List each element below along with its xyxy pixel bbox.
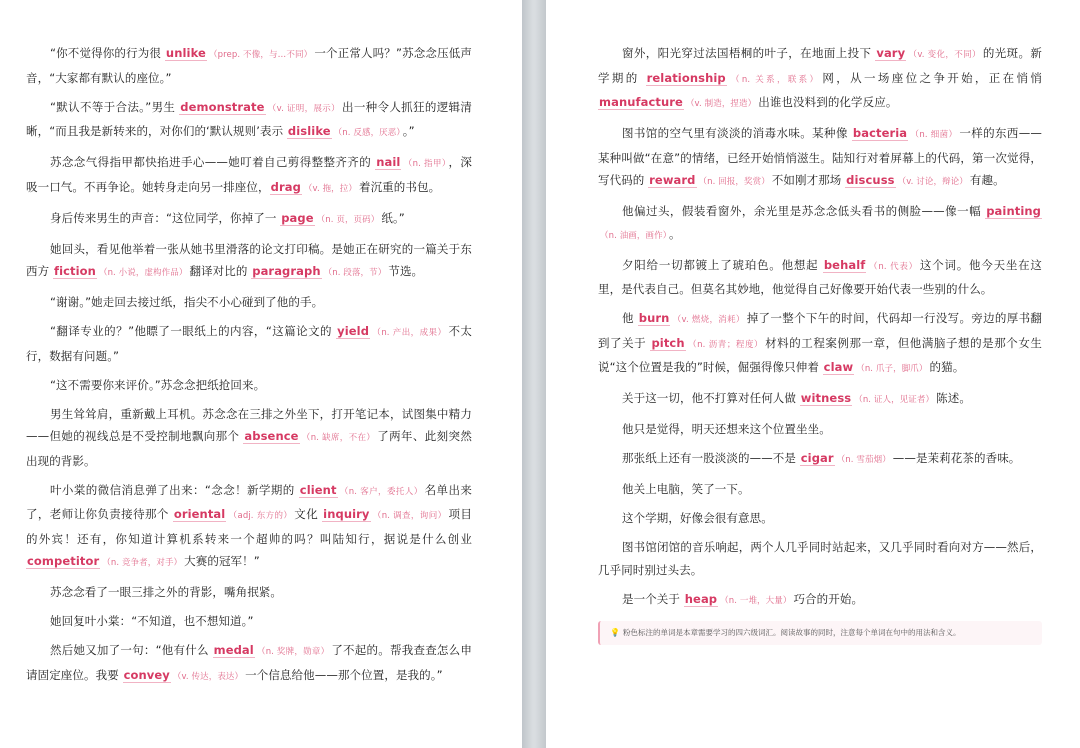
vocab-gloss: （n. 指甲） (403, 159, 447, 169)
paragraph-text: 图书馆闭馆的音乐响起，两个人几乎同时站起来，又几乎同时看向对方——然后，几乎同时别过头去。 (598, 540, 1042, 577)
vocab-word: inquiry (323, 507, 370, 521)
paragraph-text: 了两年、此刻突然出现的背影。 (26, 429, 472, 468)
vocab-word: burn (638, 311, 670, 325)
paragraph-text: 。 (669, 226, 681, 241)
vocab-gloss: （n. 爪子，脚爪） (856, 364, 928, 374)
paragraph (26, 479, 472, 575)
paragraph-text: 着沉重的书包。 (358, 179, 441, 194)
paragraph-text: 出一种令人抓狂的逻辑清晰，“而且我是新转来的，对你们的‘默认规则’表示 (26, 99, 472, 138)
paragraph-text: 陈述。 (936, 391, 971, 405)
paragraph (26, 207, 472, 232)
paragraph (26, 320, 472, 367)
paragraph (26, 151, 472, 200)
vocab-gloss: （n. 缺席，不在） (301, 433, 376, 443)
paragraph-text: 夕阳给一切都镀上了琥珀色。他想起 (622, 257, 823, 272)
paragraph (26, 42, 472, 89)
paragraph-text: 一样的东西——某种叫做“在意”的情绪，已经开始悄悄滋生。陆知行对着屏幕上的代码，第一次觉得，写代码的 (598, 126, 1043, 187)
vocab-gloss: （n. 回报，奖赏） (698, 177, 770, 187)
vocab-word: heap (684, 591, 718, 606)
vocab-word: yield (337, 324, 370, 338)
right-page (546, 0, 1080, 748)
vocab-word: oriental (173, 507, 226, 521)
vocab-word: page (281, 210, 314, 225)
vocab-gloss: （n. 油画，画作） (600, 230, 668, 241)
vocab-gloss: （v. 燃烧，消耗） (672, 315, 745, 325)
paragraph (598, 200, 1042, 247)
left-page (0, 0, 522, 748)
vocab-word: reward (649, 173, 696, 187)
vocab-word: unlike (165, 46, 206, 60)
vocab-word: demonstrate (180, 99, 265, 114)
paragraph-text: 她回头，看见他举着一张从她书里滑落的论文打印稿。是她正在研究的一篇关于东西方 (26, 241, 472, 278)
paragraph-text: 。” (402, 124, 415, 138)
paragraph-text: 网，从一场座位之争开始，正在悄悄 (822, 70, 1042, 85)
paragraph-text: 掉了一整个下午的时间，代码却一行没写。旁边的厚书翻到了关于 (598, 311, 1042, 350)
vocab-gloss: （n. 段落，节） (323, 268, 387, 278)
paragraph (598, 254, 1042, 301)
vocab-gloss: （n. 代表） (868, 261, 918, 272)
vocab-gloss: （prep. 不像，与…不同） (208, 50, 313, 60)
vocab-word: fiction (53, 264, 96, 278)
paragraph (598, 447, 1042, 472)
paragraph (598, 122, 1042, 194)
vocab-gloss: （n. 一堆，大量） (720, 595, 792, 606)
paragraph-text: 出谁也没料到的化学反应。 (758, 95, 898, 109)
paragraph-text: 的猫。 (929, 360, 965, 374)
paragraph-text: 他 (622, 311, 638, 325)
vocab-gloss: （v. 讨论，辩论） (897, 177, 968, 187)
paragraph (598, 307, 1042, 381)
vocab-word: nail (376, 155, 401, 169)
paragraph-text: 翻译对比的 (189, 264, 252, 278)
paragraph-text: “这不需要你来评价。”苏念念把纸抢回来。 (50, 377, 266, 392)
vocab-word: relationship (646, 70, 726, 85)
vocab-word: medal (213, 643, 254, 657)
paragraph-text: “翻译专业的？”他瞟了一眼纸上的内容，“这篇论文的 (50, 324, 337, 338)
paragraph-text: 这个学期，好像会很有意思。 (622, 511, 773, 525)
vocab-word: witness (800, 391, 852, 405)
vocab-word: manufacture (599, 95, 683, 109)
paragraph (26, 639, 472, 688)
paragraph-text: 是一个关于 (622, 591, 684, 606)
vocab-gloss: （n. 小说，虚构作品） (98, 268, 188, 278)
paragraph (26, 610, 472, 633)
vocab-gloss: （n. 产出，成果） (372, 328, 447, 338)
paragraph-text: 关于这一切，他不打算对任何人做 (622, 391, 800, 405)
paragraph (26, 403, 472, 473)
vocab-word: competitor (27, 554, 100, 568)
vocab-gloss: （n. 页，页码） (316, 214, 380, 225)
vocab-gloss: （n. 奖牌，勋章） (256, 647, 330, 657)
vocab-gloss: （v. 传达，表达） (172, 671, 244, 682)
vocab-word: drag (270, 179, 301, 194)
paragraph-text: 不太行，数据有问题。” (26, 324, 472, 363)
paragraph-text: “你不觉得你的行为很 (50, 46, 165, 60)
paragraph-text: 叶小棠的微信消息弹了出来：“念念！新学期的 (50, 482, 299, 497)
vocab-word: paragraph (252, 264, 321, 278)
paragraph-text: 文化 (294, 507, 323, 521)
vocab-gloss: （n. 关系，联系） (728, 74, 821, 85)
paragraph-text: 男生耸耸肩，重新戴上耳机。苏念念在三排之外坐下，打开笔记本，试图集中精力——但她的视线总是不受控制地飘向那个 (26, 406, 472, 443)
paragraph-text: 苏念念看了一眼三排之外的背影，嘴角抿紧。 (50, 585, 282, 599)
paragraph-text: 有趣。 (969, 173, 1005, 187)
vocab-gloss: （n. 细菌） (910, 130, 958, 140)
paragraph (598, 42, 1042, 116)
paragraph-text: ，深吸一口气。不再争论。她转身走向另一排座位， (26, 155, 473, 194)
vocab-word: bacteria (852, 126, 908, 140)
paragraph-text: ——是茉莉花茶的香味。 (892, 451, 1021, 465)
vocab-word: vary (876, 46, 906, 60)
paragraph-text: 大赛的冠军！” (184, 554, 260, 568)
vocab-gloss: （n. 沥青；程度） (687, 339, 764, 350)
vocab-gloss: （v. 拖，拉） (303, 183, 357, 194)
paragraph-text: 这个词。他今天坐在这里，是代表自己。但莫名其妙地，他觉得自己好像要开始代表一些别的什么。 (598, 257, 1042, 296)
paragraph (598, 588, 1042, 613)
lightbulb-icon: 💡 (610, 628, 620, 637)
vocab-word: pitch (651, 335, 685, 350)
vocab-gloss: （adj. 东方的） (228, 511, 293, 521)
paragraph (26, 291, 472, 314)
paragraph (598, 536, 1042, 581)
page-gutter (522, 0, 546, 748)
paragraph-text: 纸。” (381, 210, 405, 225)
paragraph-text: 苏念念气得指甲都快掐进手心——她叮着自己剪得整整齐齐的 (50, 155, 376, 169)
paragraph-text: 的光斑。新学期的 (598, 46, 1042, 85)
paragraph (26, 374, 472, 397)
paragraph-text: 身后传来男生的声音：“这位同学，你掉了一 (50, 210, 281, 225)
vocab-gloss: （n. 竞争者，对手） (102, 558, 183, 568)
vocab-word: painting (986, 204, 1041, 218)
paragraph-text: 材料的工程案例那一章，但他满脑子想的是那个女生说“这个位置是我的”时候，倔强得像只伸着 (598, 335, 1042, 374)
paragraph-text: 名单出来了，老师让你负责接待那个 (26, 482, 472, 521)
paragraph-text: 他关上电脑，笑了一下。 (622, 482, 750, 496)
vocab-word: behalf (823, 257, 866, 272)
right-page-body (598, 42, 1042, 612)
paragraph-text: 不如刚才那场 (771, 173, 846, 187)
paragraph-text: 项目的外宾！还有，你知道计算机系转来一个超帅的吗？叫陆知行，据说是什么创业 (26, 507, 472, 546)
paragraph-text: 窗外，阳光穿过法国梧桐的叶子，在地面上投下 (622, 46, 876, 60)
paragraph (26, 96, 472, 145)
paragraph (598, 418, 1042, 441)
vocab-gloss: （n. 客户，委托人） (339, 486, 423, 497)
vocab-word: client (299, 482, 337, 497)
paragraph-text: 他只是觉得，明天还想来这个位置坐坐。 (622, 422, 831, 436)
vocab-gloss: （n. 调查，询问） (372, 511, 447, 521)
paragraph (598, 478, 1042, 501)
paragraph-text: 她回复叶小棠：“不知道，也不想知道。” (50, 614, 254, 628)
paragraph (26, 238, 472, 285)
paragraph-text: 一个信息给他——那个位置，是我的。” (245, 667, 443, 682)
paragraph-text: 图书馆的空气里有淡淡的消毒水味。某种像 (622, 126, 852, 140)
vocab-word: convey (123, 667, 170, 682)
paragraph (598, 507, 1042, 530)
paragraph-text: 节选。 (388, 264, 424, 278)
paragraph (26, 581, 472, 604)
vocab-gloss: （v. 制造，捏造） (685, 99, 757, 109)
paragraph-text: 了不起的。帮我查查怎么申请固定座位。我要 (26, 643, 472, 682)
vocab-word: absence (244, 429, 299, 443)
paragraph-text: 那张纸上还有一股淡淡的——不是 (622, 451, 800, 465)
vocab-note (598, 621, 1042, 645)
vocab-word: discuss (846, 173, 895, 187)
paragraph-text: “谢谢。”她走回去接过纸，指尖不小心碰到了他的手。 (50, 295, 324, 309)
vocab-gloss: （n. 证人，见证者） (854, 395, 935, 405)
paragraph-text: 然后她又加了一句：“他有什么 (50, 643, 213, 657)
paragraph-text: 巧合的开始。 (793, 591, 864, 606)
vocab-word: claw (823, 360, 854, 374)
paragraph-text: 一个正常人吗？”苏念念压低声音，“大家都有默认的座位。” (26, 46, 472, 85)
vocab-gloss: （n. 反感，厌恶） (333, 128, 401, 138)
vocab-word: cigar (800, 451, 834, 465)
paragraph-text: 他偏过头，假装看窗外，余光里是苏念念低头看书的侧脸——像一幅 (622, 204, 986, 218)
vocab-word: dislike (287, 124, 331, 138)
vocab-gloss: （v. 变化，不同） (908, 50, 981, 60)
vocab-gloss: （n. 雪茄烟） (836, 455, 891, 465)
vocab-gloss: （v. 证明，展示） (267, 103, 340, 114)
paragraph (598, 387, 1042, 412)
paragraph-text: “默认不等于合法。”男生 (50, 99, 180, 114)
vocab-note-text: 粉色标注的单词是本章需要学习的四六级词汇。阅读故事的同时，注意每个单词在句中的用法和含义。 (622, 628, 961, 637)
